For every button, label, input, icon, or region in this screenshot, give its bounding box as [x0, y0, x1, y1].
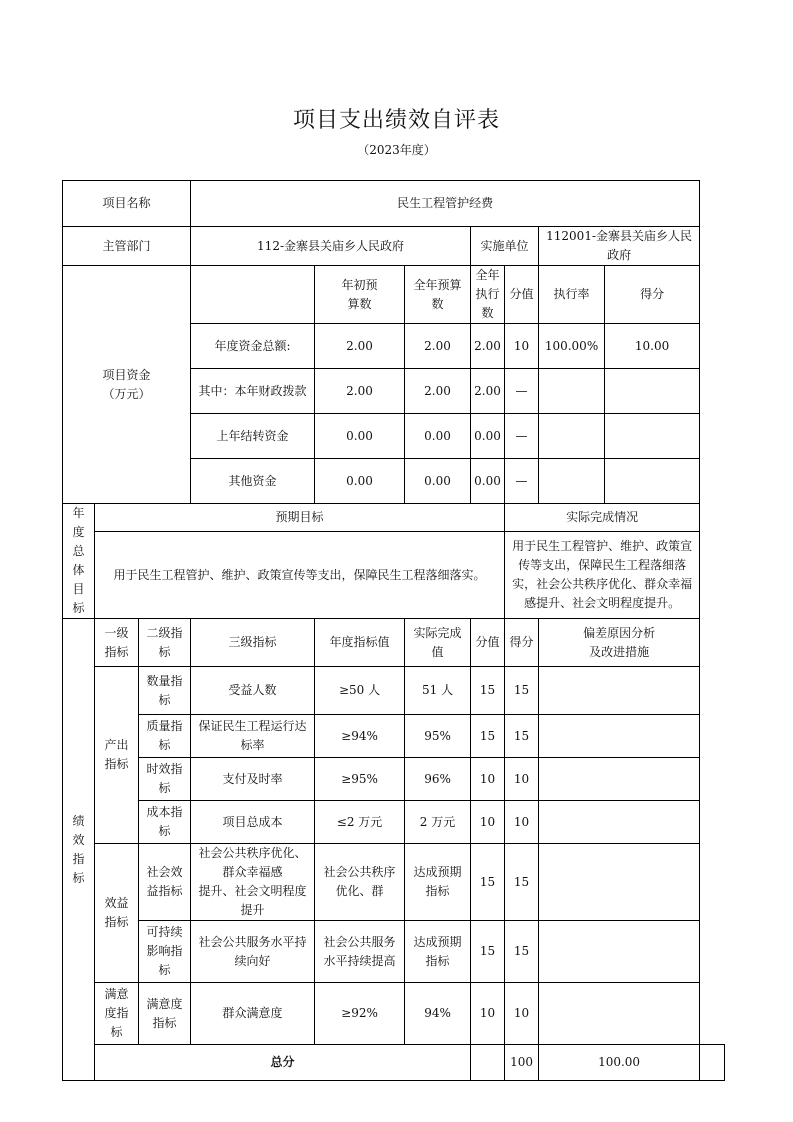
perf-row-quantity [63, 667, 725, 715]
perf-l1-satisfaction: 满意 度指 标 [95, 983, 139, 1045]
funds-label [63, 266, 191, 504]
funds-score-value: — [505, 414, 539, 459]
perf-value: 10 [471, 801, 505, 844]
perf-l3: 社会公共服务水平持续向好 [191, 921, 315, 983]
perf-l3: 受益人数 [191, 667, 315, 715]
total-label: 总分 [95, 1045, 471, 1081]
funds-executed: 0.00 [471, 414, 505, 459]
perf-row-satisfaction [63, 983, 725, 1045]
perf-actual: 96% [405, 758, 471, 801]
page-subtitle: （2023年度） [357, 143, 436, 157]
project-name-label: 项目名称 [63, 181, 191, 227]
funds-header-blank [191, 266, 315, 324]
perf-header-l2: 二级指 标 [139, 619, 191, 667]
perf-l1-output: 产出 指标 [95, 667, 139, 844]
perf-l2: 质量指 标 [139, 715, 191, 758]
perf-header-value: 分值 [471, 619, 505, 667]
perf-l2: 时效指 标 [139, 758, 191, 801]
total-score: 100.00 [539, 1045, 700, 1081]
perf-row-cost [63, 801, 725, 844]
funds-row-label: 上年结转资金 [191, 414, 315, 459]
perf-header-score: 得分 [505, 619, 539, 667]
funds-label-line1: 项目资金 [102, 367, 151, 382]
perf-l3: 保证民生工程运行达标率 [191, 715, 315, 758]
perf-target: ≥94% [315, 715, 405, 758]
funds-header-score: 得分 [605, 266, 700, 324]
perf-target: ≤2 万元 [315, 801, 405, 844]
perf-header-l3: 三级指标 [191, 619, 315, 667]
perf-note [539, 983, 700, 1045]
perf-header-note: 偏差原因分析 及改进措施 [539, 619, 700, 667]
funds-score-value: — [505, 369, 539, 414]
perf-l2: 社会效 益指标 [139, 844, 191, 921]
funds-score: 10.00 [605, 324, 700, 369]
funds-header-rate: 执行率 [539, 266, 605, 324]
perf-l3: 项目总成本 [191, 801, 315, 844]
total-value: 100 [505, 1045, 539, 1081]
perf-note [539, 715, 700, 758]
perf-note [539, 921, 700, 983]
funds-rate [539, 414, 605, 459]
perf-actual: 94% [405, 983, 471, 1045]
funds-header-annual: 全年预算数 [405, 266, 471, 324]
perf-actual: 51 人 [405, 667, 471, 715]
total-blank [471, 1045, 505, 1081]
funds-score [605, 459, 700, 504]
perf-target: ≥92% [315, 983, 405, 1045]
perf-header-actual: 实际完成 值 [405, 619, 471, 667]
perf-l2: 满意度 指标 [139, 983, 191, 1045]
perf-header-row [63, 619, 725, 667]
funds-executed: 0.00 [471, 459, 505, 504]
funds-score [605, 414, 700, 459]
perf-row-quality [63, 715, 725, 758]
goal-content-row [63, 532, 725, 619]
funds-executed: 2.00 [471, 369, 505, 414]
goal-actual-label: 实际完成情况 [505, 504, 700, 532]
funds-header-row [63, 266, 725, 324]
funds-row-label: 其他资金 [191, 459, 315, 504]
perf-l3: 支付及时率 [191, 758, 315, 801]
total-note [700, 1045, 725, 1081]
perf-row-sustainability [63, 921, 725, 983]
perf-l3: 群众满意度 [191, 983, 315, 1045]
perf-score: 15 [505, 844, 539, 921]
perf-value: 15 [471, 921, 505, 983]
perf-value: 15 [471, 715, 505, 758]
funds-annual: 0.00 [405, 414, 471, 459]
funds-annual: 2.00 [405, 369, 471, 414]
page-title: 项目支出绩效自评表 [292, 108, 500, 133]
perf-note [539, 758, 700, 801]
perf-row-social [63, 844, 725, 921]
perf-score: 10 [505, 983, 539, 1045]
perf-value: 10 [471, 983, 505, 1045]
perf-note [539, 801, 700, 844]
funds-score-value: 10 [505, 324, 539, 369]
funds-executed: 2.00 [471, 324, 505, 369]
goal-header-row [63, 504, 725, 532]
perf-actual: 95% [405, 715, 471, 758]
funds-header-executed: 全年执行 数 [471, 266, 505, 324]
goal-label: 年 度 总 体 目 标 [63, 504, 95, 619]
impl-unit-label: 实施单位 [471, 227, 539, 266]
perf-target: 社会公共服务 水平持续提高 [315, 921, 405, 983]
perf-score: 15 [505, 667, 539, 715]
impl-unit-value: 112001-金寨县关庙乡人民政府 [539, 227, 700, 266]
goal-expected-text: 用于民生工程管护、维护、政策宣传等支出，保障民生工程落细落实。 [95, 532, 505, 619]
perf-value: 15 [471, 844, 505, 921]
funds-annual: 0.00 [405, 459, 471, 504]
funds-rate: 100.00% [539, 324, 605, 369]
perf-l1-benefit: 效益 指标 [95, 844, 139, 983]
funds-score [605, 369, 700, 414]
project-name-row [63, 181, 725, 227]
funds-annual: 2.00 [405, 324, 471, 369]
total-row [63, 1045, 725, 1081]
perf-row-timeliness [63, 758, 725, 801]
funds-row-label: 年度资金总额: [191, 324, 315, 369]
perf-target: ≥95% [315, 758, 405, 801]
perf-score: 10 [505, 758, 539, 801]
funds-initial: 0.00 [315, 414, 405, 459]
perf-actual: 2 万元 [405, 801, 471, 844]
perf-header-l1: 一级 指标 [95, 619, 139, 667]
perf-score: 10 [505, 801, 539, 844]
perf-l3: 社会公共秩序优化、群众幸福感 提升、社会文明程度提升 [191, 844, 315, 921]
funds-label-line2: （万元） [102, 386, 151, 401]
funds-header-score-value: 分值 [505, 266, 539, 324]
perf-value: 10 [471, 758, 505, 801]
perf-l2: 可持续 影响指 标 [139, 921, 191, 983]
funds-score-value: — [505, 459, 539, 504]
perf-label: 绩 效 指 标 [63, 619, 95, 1081]
perf-target: 社会公共秩序 优化、群 [315, 844, 405, 921]
department-row [63, 227, 725, 266]
funds-initial: 2.00 [315, 369, 405, 414]
perf-target: ≥50 人 [315, 667, 405, 715]
funds-row-label: 其中：本年财政拨款 [191, 369, 315, 414]
perf-l2: 数量指 标 [139, 667, 191, 715]
perf-score: 15 [505, 921, 539, 983]
perf-score: 15 [505, 715, 539, 758]
dept-value: 112-金寨县关庙乡人民政府 [191, 227, 471, 266]
perf-l2: 成本指 标 [139, 801, 191, 844]
funds-initial: 0.00 [315, 459, 405, 504]
project-name-value: 民生工程管护经费 [191, 181, 700, 227]
goal-expected-label: 预期目标 [95, 504, 505, 532]
funds-rate [539, 459, 605, 504]
goal-actual-text: 用于民生工程管护、维护、政策宣传等支出，保障民生工程落细落实，社会公共秩序优化、群众幸福感提升、社会文明程度提升。 [505, 532, 700, 619]
perf-note [539, 667, 700, 715]
perf-note [539, 844, 700, 921]
funds-initial: 2.00 [315, 324, 405, 369]
perf-value: 15 [471, 667, 505, 715]
dept-label: 主管部门 [63, 227, 191, 266]
perf-actual: 达成预期 指标 [405, 921, 471, 983]
funds-header-initial: 年初预 算数 [315, 266, 405, 324]
funds-rate [539, 369, 605, 414]
evaluation-table [62, 180, 725, 1081]
perf-actual: 达成预期 指标 [405, 844, 471, 921]
perf-header-target: 年度指标值 [315, 619, 405, 667]
